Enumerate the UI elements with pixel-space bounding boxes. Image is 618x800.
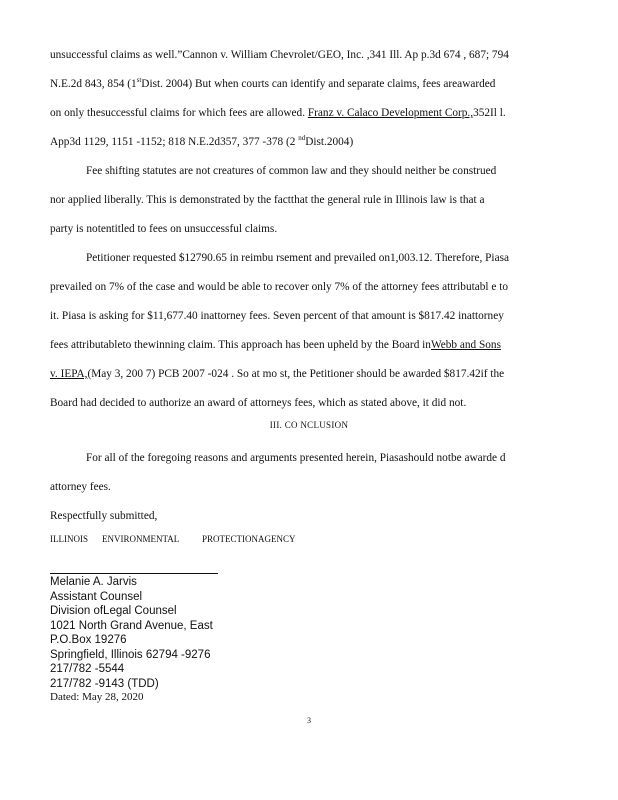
line-text: on only thesuccessful claims for which fees are allowed. bbox=[50, 107, 308, 119]
body-line bbox=[50, 222, 277, 236]
body-line bbox=[50, 135, 353, 149]
line-text: it. Piasa is asking for $11,677.40 inattorney fees. Seven percent of that amount is $817.42 inattorney bbox=[50, 310, 504, 322]
signer-title: Assistant Counsel bbox=[50, 590, 143, 603]
case-citation: v. IEPA, bbox=[50, 368, 88, 380]
body-line bbox=[50, 338, 501, 352]
line-text: Board had decided to authorize an award of attorneys fees, which as stated above, it did not. bbox=[50, 397, 467, 409]
address-city: Springfield, Illinois 62794 -9276 bbox=[50, 648, 211, 661]
line-text: attorney fees. bbox=[50, 481, 111, 493]
case-citation: Franz v. Calaco Development Corp., bbox=[307, 107, 474, 119]
body-line bbox=[50, 48, 509, 62]
section-heading: III. CO NCLUSION bbox=[269, 420, 349, 430]
body-line bbox=[50, 309, 504, 323]
line-text: (May 3, 200 7) PCB 2007 -024 . So at mo st, the Petitioner should be awarded $817.42if the bbox=[87, 368, 505, 380]
body-line bbox=[86, 451, 506, 465]
line-text: prevailed on 7% of the case and would be able to recover only 7% of the attorney fees attributabl e to bbox=[50, 281, 508, 293]
body-line bbox=[50, 77, 495, 91]
line-text: party is notentitled to fees on unsuccessful claims. bbox=[50, 223, 278, 235]
body-line bbox=[50, 367, 504, 381]
body-line bbox=[86, 251, 509, 265]
page-number: 3 bbox=[307, 716, 311, 725]
line-text: fees attributableto thewinning claim. This approach has been upheld by the Board in bbox=[50, 339, 431, 351]
ordinal-suffix: st bbox=[136, 76, 142, 85]
line-text: nor applied liberally. This is demonstrated by the factthat the general rule in Illinois law is that a bbox=[50, 194, 485, 206]
body-line bbox=[50, 280, 508, 294]
line-text: Dist. 2004) But when courts can identify and separate claims, fees areawarded bbox=[141, 78, 496, 90]
dated-line: Dated: May 28, 2020 bbox=[50, 691, 144, 703]
address-po-box: P.O.Box 19276 bbox=[50, 634, 127, 646]
body-line bbox=[50, 509, 157, 523]
phone-number: 217/782 -5544 bbox=[50, 663, 125, 675]
line-text: App3d 1129, 1151 -1152; 818 N.E.2d357, 377 -378 (2 bbox=[50, 136, 299, 148]
line-text: N.E.2d 843, 854 (1 bbox=[50, 78, 137, 90]
signer-name: Melanie A. Jarvis bbox=[50, 576, 137, 588]
body-line bbox=[50, 106, 506, 120]
body-line bbox=[50, 396, 466, 410]
line-text: Petitioner requested $12790.65 in reimbu rsement and prevailed on1,003.12. Therefore, Piasa bbox=[86, 252, 509, 264]
signer-division: Division ofLegal Counsel bbox=[50, 605, 177, 617]
line-text: 352Il l. bbox=[473, 107, 506, 119]
agency-word: ENVIRONMENTAL bbox=[102, 534, 180, 544]
body-line bbox=[50, 480, 111, 494]
agency-name bbox=[50, 534, 296, 544]
line-text: unsuccessful claims as well.”Cannon v. William Chevrolet/GEO, Inc. ,341 Ill. Ap p.3d 674 , 687; 794 bbox=[50, 49, 509, 61]
line-text: For all of the foregoing reasons and arguments presented herein, Piasashould notbe awarde d bbox=[86, 452, 506, 464]
body-line bbox=[50, 193, 485, 207]
line-text: Fee shifting statutes are not creatures of common law and they should neither be construed bbox=[86, 165, 497, 177]
line-text: Dist.2004) bbox=[305, 136, 354, 148]
tdd-number: 217/782 -9143 (TDD) bbox=[50, 677, 159, 690]
agency-word: PROTECTIONAGENCY bbox=[202, 534, 296, 544]
case-citation: Webb and Sons bbox=[430, 339, 501, 351]
body-line bbox=[86, 164, 496, 178]
line-text: Respectfully submitted, bbox=[50, 510, 158, 522]
address-street: 1021 North Grand Avenue, East bbox=[50, 619, 213, 632]
ordinal-suffix: nd bbox=[298, 134, 306, 143]
agency-word: ILLINOIS bbox=[50, 534, 88, 544]
signature-line bbox=[50, 573, 218, 574]
